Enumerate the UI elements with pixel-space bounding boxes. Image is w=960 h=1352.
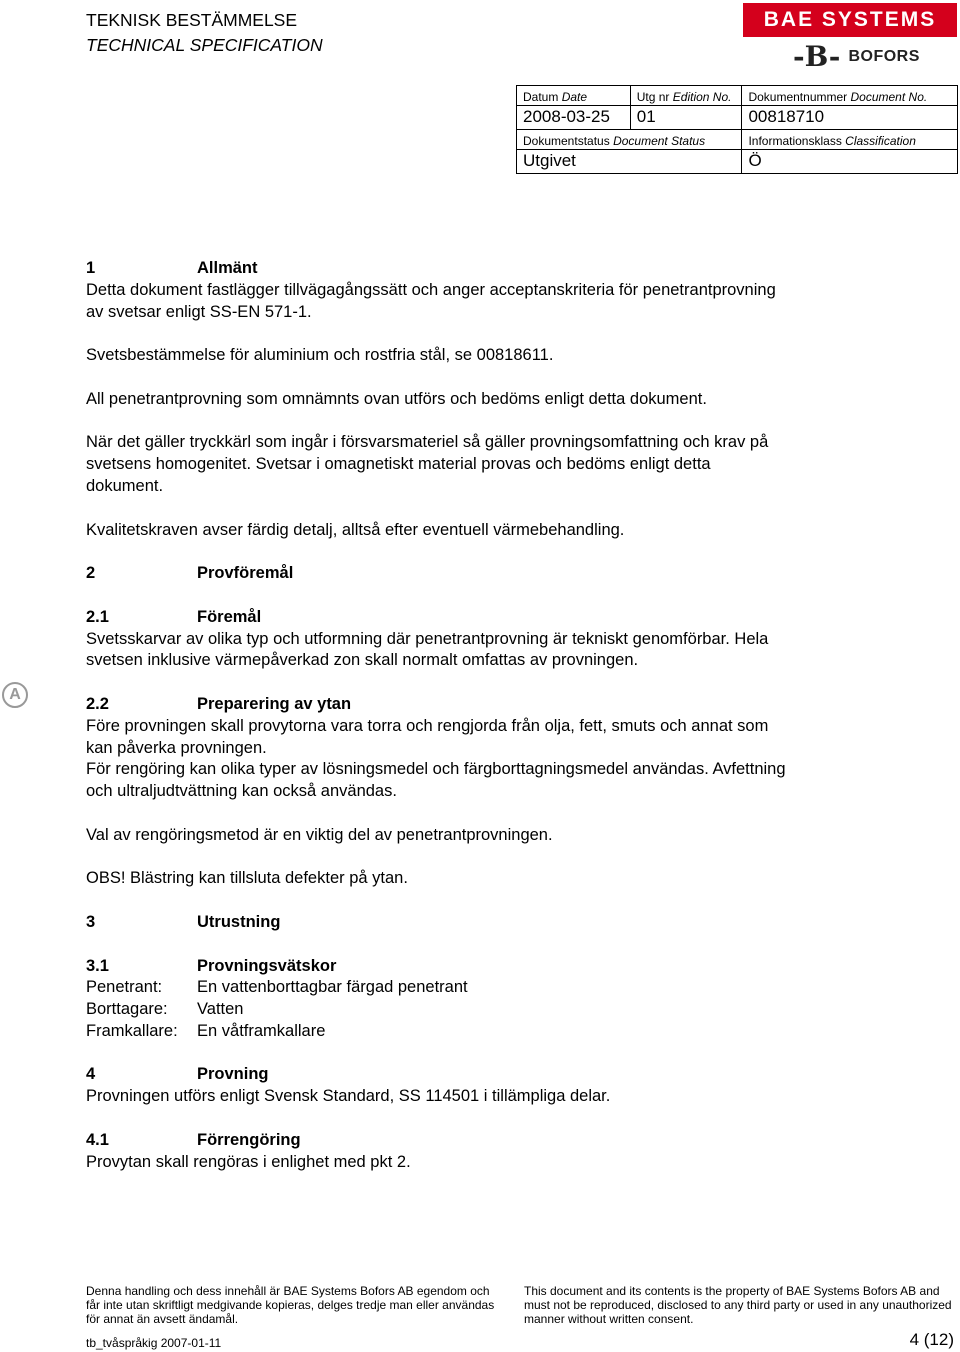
- classification-value: Ö: [742, 150, 958, 174]
- bofors-wordmark: BOFORS: [848, 48, 920, 65]
- edition-label: Utg nr Edition No.: [630, 86, 742, 106]
- subsection-heading: 2.2 Preparering av ytan: [86, 694, 352, 713]
- paragraph: OBS! Blästring kan tillsluta defekter på ytan.: [86, 869, 408, 888]
- document-number-label: Dokumentnummer Document No.: [742, 86, 958, 106]
- classification-label: Informationsklass Classification: [742, 130, 958, 150]
- paragraph: Val av rengöringsmetod är en viktig del av penetrantprovningen.: [86, 825, 553, 844]
- paragraph: Före provningen skall provytorna vara torra och rengjorda från olja, fett, smuts och annat som kan påverka provningen.: [86, 716, 769, 757]
- bofors-mark-icon: -B-: [793, 40, 841, 73]
- subsection-heading: 3.1 Provningsvätskor: [86, 956, 337, 975]
- paragraph: Detta dokument fastlägger tillvägagångssätt och anger acceptanskriteria för penetrantprovning av svetsar enligt SS-EN 571-1.: [86, 280, 776, 321]
- definition-row: Framkallare: En våtframkallare: [86, 1021, 326, 1040]
- edition-value: 01: [630, 106, 742, 130]
- document-metadata-table: [516, 85, 958, 174]
- page-number: 4 (12): [909, 1330, 954, 1349]
- document-type-title: [86, 8, 323, 58]
- document-body: [86, 258, 786, 1195]
- definition-row: Borttagare: Vatten: [86, 1000, 244, 1019]
- document-number-value: 00818710: [742, 106, 958, 130]
- section-heading: 4 Provning: [86, 1065, 269, 1084]
- title-english: TECHNICAL SPECIFICATION: [86, 35, 323, 55]
- section-heading: 2 Provföremål: [86, 564, 294, 583]
- paragraph: När det gäller tryckkärl som ingår i försvarsmateriel så gäller provningsomfattning och krav på svetsens homogenitet. Svetsar i omagnetiskt material provas och bedöms enligt detta dokument.: [86, 433, 769, 495]
- revision-mark-icon: A: [2, 682, 28, 708]
- paragraph: Svetsbestämmelse för aluminium och rostfria stål, se 00818611.: [86, 346, 554, 365]
- paragraph: Provytan skall rengöras i enlighet med pkt 2.: [86, 1152, 411, 1171]
- subsection-heading: 4.1 Förrengöring: [86, 1130, 301, 1149]
- bae-systems-logo: BAE SYSTEMS: [743, 3, 957, 37]
- paragraph: All penetrantprovning som omnämnts ovan utförs och bedöms enligt detta dokument.: [86, 389, 707, 408]
- title-swedish: TEKNISK BESTÄMMELSE: [86, 10, 298, 30]
- section-heading: 1 Allmänt: [86, 259, 258, 277]
- document-status-label: Dokumentstatus Document Status: [517, 130, 742, 150]
- subsection-heading: 2.1 Föremål: [86, 607, 262, 626]
- section-heading: 3 Utrustning: [86, 912, 281, 931]
- footer-notice-swedish: Denna handling och dess innehåll är BAE Systems Bofors AB egendom och får inte utan skriftligt medgivande kopieras, delges tredje man eller användas för annat än avsett ändamål.: [86, 1284, 495, 1326]
- definition-row: Penetrant: En vattenborttagbar färgad penetrant: [86, 978, 468, 997]
- paragraph: Provningen utförs enligt Svensk Standard, SS 114501 i tillämpliga delar.: [86, 1087, 611, 1106]
- paragraph: För rengöring kan olika typer av lösningsmedel och färgborttagningsmedel användas. Avfettning och ultraljudtvättning kan också användas.: [86, 760, 786, 801]
- paragraph: Kvalitetskraven avser färdig detalj, alltså efter eventuell värmebehandling.: [86, 520, 625, 539]
- footer-notice-english: This document and its contents is the property of BAE Systems Bofors AB and must not be reproduced, disclosed to any third party or used in any unauthorized manner without written consent.: [524, 1284, 952, 1326]
- date-label: Datum Date: [517, 86, 631, 106]
- template-identifier: tb_tvåspråkig 2007-01-11: [86, 1336, 222, 1350]
- document-status-value: Utgivet: [517, 150, 742, 174]
- date-value: 2008-03-25: [517, 106, 631, 130]
- bofors-logo: [793, 40, 920, 73]
- paragraph: Svetsskarvar av olika typ och utformning där penetrantprovning är tekniskt genomförbar. Hela svetsen inklusive värmepåverkad zon skall normalt omfattas av provningen.: [86, 629, 769, 670]
